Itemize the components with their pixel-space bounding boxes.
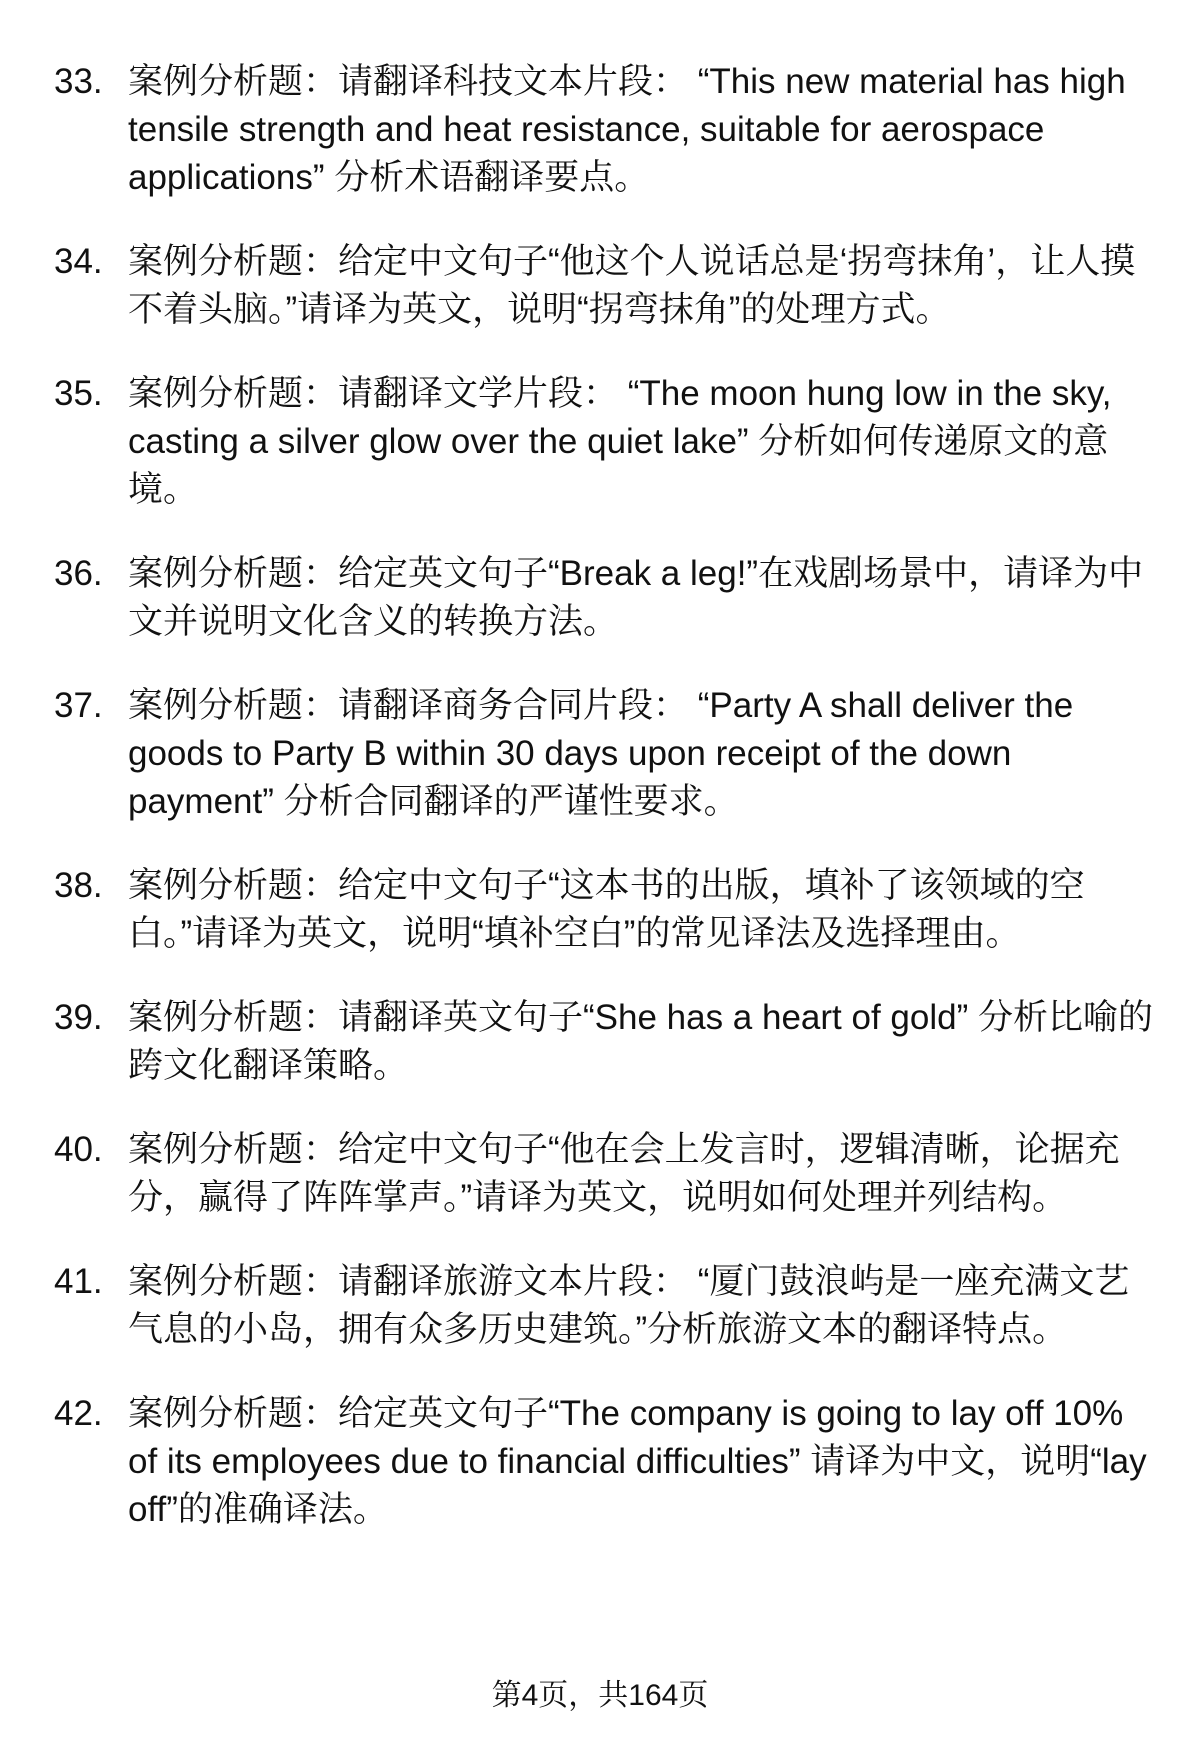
question-text: 案例分析题：请翻译旅游文本片段： “厦门鼓浪屿是一座充满文艺气息的小岛，拥有众多历史建筑。”分析旅游文本的翻译特点。 [128, 1262, 1130, 1349]
page-footer [0, 1676, 1200, 1716]
question-list [0, 58, 1200, 1678]
question-item [0, 682, 1200, 826]
question-text: 案例分析题：给定英文句子“Break a leg!”在戏剧场景中，请译为中文并说明文化含义的转换方法。 [128, 554, 1144, 641]
question-item [0, 994, 1200, 1090]
question-number: 36. [54, 554, 103, 593]
question-text: 案例分析题：请翻译英文句子“She has a heart of gold” 分析比喻的跨文化翻译策略。 [128, 998, 1153, 1085]
question-text: 案例分析题：给定英文句子“The company is going to lay off 10% of its employees due to financial difficulties” 请译为中文，说明“lay off”的准确译法。 [128, 1394, 1147, 1529]
question-item [0, 862, 1200, 958]
question-number: 41. [54, 1262, 103, 1301]
question-item [0, 1390, 1200, 1534]
question-item [0, 1126, 1200, 1222]
question-number: 37. [54, 686, 103, 725]
page-number-label: 第4页，共164页 [491, 1679, 709, 1712]
question-item [0, 238, 1200, 334]
question-number: 33. [54, 62, 103, 101]
question-number: 40. [54, 1130, 103, 1169]
question-number: 34. [54, 242, 103, 281]
question-number: 39. [54, 998, 103, 1037]
question-item [0, 370, 1200, 514]
question-text: 案例分析题：给定中文句子“这本书的出版，填补了该领域的空白。”请译为英文，说明“填补空白”的常见译法及选择理由。 [128, 866, 1085, 953]
question-item [0, 58, 1200, 202]
question-number: 38. [54, 866, 103, 905]
question-number: 42. [54, 1394, 103, 1433]
question-item [0, 1258, 1200, 1354]
question-text: 案例分析题：给定中文句子“他在会上发言时，逻辑清晰，论据充分，赢得了阵阵掌声。”请译为英文，说明如何处理并列结构。 [128, 1130, 1120, 1217]
question-text: 案例分析题：给定中文句子“他这个人说话总是‘拐弯抹角’，让人摸不着头脑。”请译为英文，说明“拐弯抹角”的处理方式。 [128, 242, 1136, 329]
question-number: 35. [54, 374, 103, 413]
question-text: 案例分析题：请翻译商务合同片段： “Party A shall deliver the goods to Party B within 30 days upon receipt of the down payment” 分析合同翻译的严谨性要求。 [128, 686, 1074, 821]
question-item [0, 550, 1200, 646]
question-text: 案例分析题：请翻译科技文本片段： “This new material has high tensile strength and heat resistance, suitable for aerospace applications” 分析术语翻译要点。 [128, 62, 1126, 197]
question-text: 案例分析题：请翻译文学片段： “The moon hung low in the sky, casting a silver glow over the quiet lake” 分析如何传递原文的意境。 [128, 374, 1112, 509]
